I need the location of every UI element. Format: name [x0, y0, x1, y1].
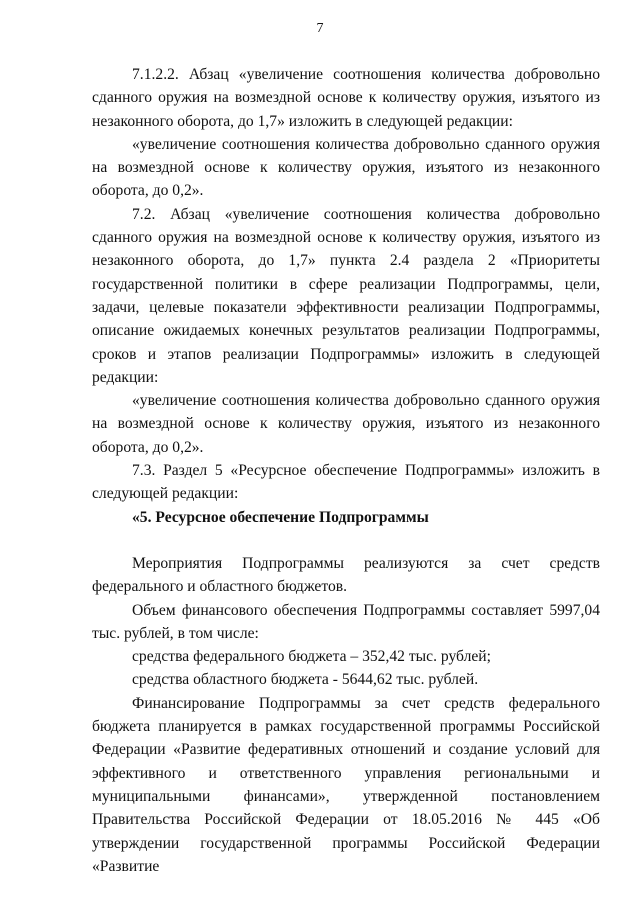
- document-body: [92, 63, 600, 878]
- paragraph-new-wording-1: «увеличение соотношения количества добровольно сданного оружия на возмездной основе к количеству оружия, изъятого из незаконного оборота, до 0,2».: [92, 135, 600, 200]
- page-number: 7: [316, 21, 324, 36]
- section-paragraph-regional-budget: средства областного бюджета - 5644,62 тыс. рублей.: [132, 671, 479, 689]
- blank-line: [92, 529, 600, 552]
- section-paragraph-funding-sources: Мероприятия Подпрограммы реализуются за счет средств федерального и областного бюджетов.: [92, 554, 600, 596]
- section-heading: «5. Ресурсное обеспечение Подпрограммы: [132, 508, 429, 526]
- paragraph-7-1-2-2: 7.1.2.2. Абзац «увеличение соотношения количества добровольно сданного оружия на возмездной основе к количеству оружия, изъятого из незаконного оборота, до 1,7» изложить в следующей редакции:: [92, 66, 600, 130]
- section-paragraph-federal-budget: средства федерального бюджета – 352,42 тыс. рублей;: [132, 648, 491, 666]
- paragraph-7-2: 7.2. Абзац «увеличение соотношения количества добровольно сданного оружия на возмездной основе к количеству оружия, изъятого из незаконного оборота, до 1,7» пункта 2.4 раздела 2 «Приоритеты государственной политики в сфере реализации Подпрограммы, цели, задачи, целевые показатели эффективности реализации Подпрограммы, описание ожидаемых конечных результатов реализации Подпрограммы, сроков и этапов реализации Подпрограммы» изложить в следующей редакции:: [92, 205, 600, 386]
- paragraph-7-3: 7.3. Раздел 5 «Ресурсное обеспечение Подпрограммы» изложить в следующей редакции:: [92, 462, 600, 503]
- paragraph-new-wording-2: «увеличение соотношения количества добровольно сданного оружия на возмездной основе к количеству оружия, изъятого из незаконного оборота, до 0,2».: [92, 392, 600, 456]
- section-paragraph-total-volume: Объем финансового обеспечения Подпрограммы составляет 5997,04 тыс. рублей, в том числе:: [92, 601, 600, 642]
- section-paragraph-federal-financing: Финансирование Подпрограммы за счет средств федерального бюджета планируется в рамках государственной программы Российской Федерации «Развитие федеративных отношений и создание условий для эффективного и ответственного управления региональными и муниципальными финансами», утвержденной постановлением Правительства Российской Федерации от 18.05.2016 № 445 «Об утверждении государственной программы Российской Федерации «Развитие: [92, 694, 600, 875]
